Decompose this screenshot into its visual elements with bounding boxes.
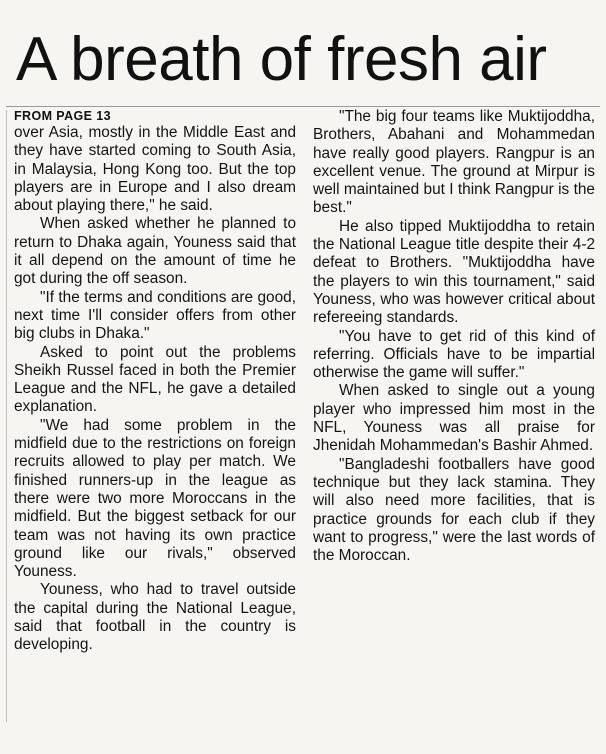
headline: A breath of fresh air — [16, 25, 547, 94]
paragraph: He also tipped Muktijoddha to retain the National League title despite their 4-2 defeat to Brothers. "Muktijoddha have the players to win this tournament," said Youness, who was however critical about refereeing standards. — [313, 217, 595, 327]
paragraph: "We had some problem in the midfield due to the restrictions on foreign recruits allowed to play per match. We finished runners-up in the league as there were two more Moroccans in the midfield. But the biggest setback for our team was not having its own practice ground like our rivals," observed Youness. — [14, 416, 296, 581]
paragraph: "Bangladeshi footballers have good technique but they lack stamina. They will also need more facilities, that is practice grounds for each club if they want to progress," were the last words of the Moroccan. — [313, 455, 595, 565]
jump-label: FROM PAGE 13 — [14, 109, 111, 123]
column-border — [6, 110, 7, 722]
article-column-right — [313, 108, 595, 565]
paragraph: "You have to get rid of this kind of referring. Officials have to be impartial otherwise the game will suffer." — [313, 327, 595, 382]
article-column-left — [14, 108, 296, 655]
paragraph: When asked whether he planned to return to Dhaka again, Youness said that it all depend on the amount of time he got during the off season. — [14, 215, 296, 288]
paragraph: "If the terms and conditions are good, next time I'll consider offers from other big clubs in Dhaka." — [14, 288, 296, 343]
paragraph: Youness, who had to travel outside the capital during the National League, said that football in the country is developing. — [14, 581, 296, 654]
paragraph: When asked to single out a young player who impressed him most in the NFL, Youness was all praise for Jhenidah Mohammedan's Bashir Ahmed. — [313, 382, 595, 455]
paragraph: over Asia, mostly in the Middle East and they have started coming to South Asia, in Malaysia, Hong Kong too. But the top players are in Europe and I also dream about playing there," he said. — [14, 124, 296, 215]
headline-rule — [6, 106, 600, 107]
paragraph: Asked to point out the problems Sheikh Russel faced in both the Premier League and the NFL, he gave a detailed explanation. — [14, 343, 296, 416]
paragraph: "The big four teams like Muktijoddha, Brothers, Abahani and Mohammedan have really good players. Rangpur is an excellent venue. The ground at Mirpur is well maintained but I think Rangpur is the best." — [313, 108, 595, 217]
